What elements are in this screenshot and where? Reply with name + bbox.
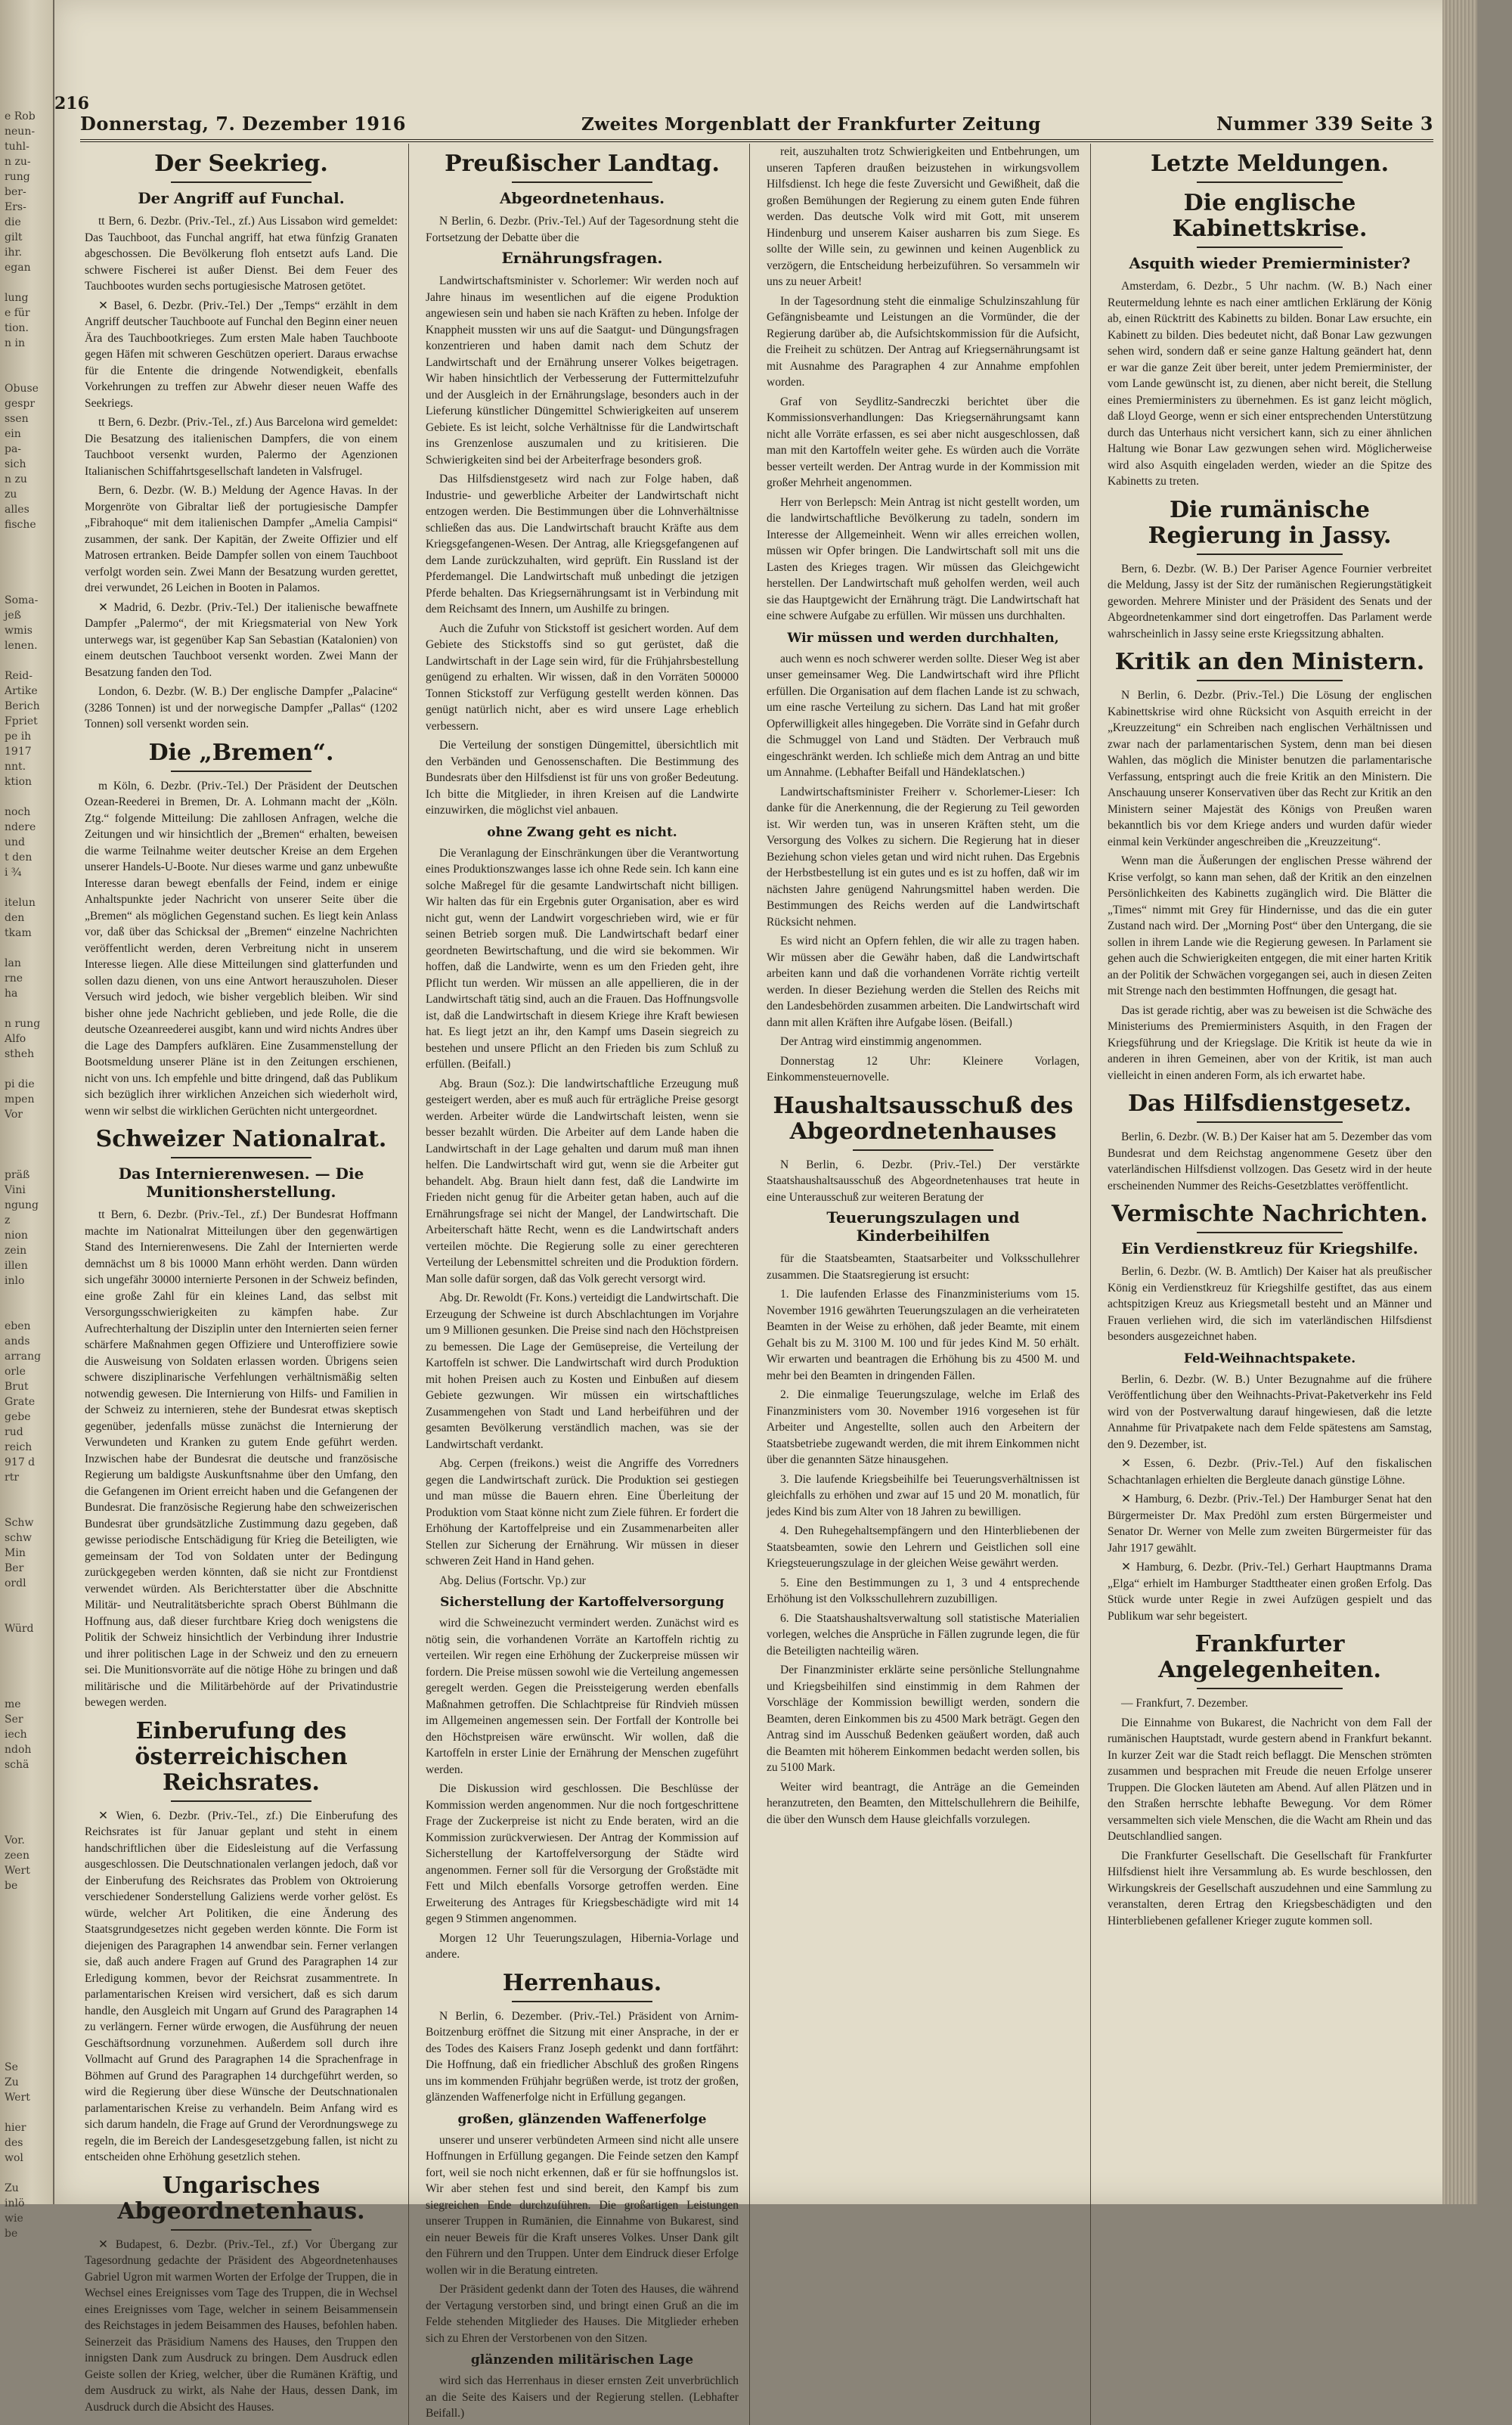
article-paragraph: Amsterdam, 6. Dezbr., 5 Uhr nachm. (W. B.) Nach einer Reutermeldung lehnte es nach einer amtlichen Erklärung der König ab, einen Rücktritt des Kabinetts zu bilden. Bonar Law ersuchte, ein Kabinett zu bilden. Dies bedeutet nicht, daß Bonar Law gezwungen sehen wird, sondern daß er seine ganze Haltung geändert hat, denn er war die ganze Zeit über bereit, unter jedem Premierminister, der vom Lande gewünscht ist, zu dienen, aber nicht bereit, die Stellung eines Premierministers zu übernehmen. Es ist ganz leicht möglich, daß Lloyd George, wenn er sich einer entsprechenden Unterstützung durch das Unterhaus nicht versichert kann, sich zu einer ähnlichen Haltung wie Bonar Law gezwungen sehen wird. Möglicherweise wird also Asquith eingeladen werden, wieder an die Spitze des Kabinetts zu treten. (1108, 280, 1432, 488)
left-page-line (5, 48, 50, 64)
left-page-number: 216 (54, 94, 89, 113)
left-page-line: ha (5, 988, 18, 1000)
section-headline: Das Hilfsdienstgesetz. (1127, 1090, 1412, 1117)
article-paragraph: Wenn man die Äußerungen der englischen Presse während der Krise verfolgt, so kann man sehen, daß der Kritik an den einzelnen Persönlichkeiten des Kabinetts zugänglich wird. Die Blätter die „Times“ nimmt mit Grey für Hindernisse, und das die ein guter Zustand nach wird. Der „Morning Post“ über den Untergang, die sie sollen in ihrem Lande wie die Regierung gewesen. In Parlament sie gehen auch die Schwierigkeiten entgegen, die mit einer harten Kritik an der Politik der Schwächen vorgegangen sei, auch in diesen Zeiten mit Strenge nach den bestimmten Hoffnungen, die gesagt hat. (1108, 854, 1432, 997)
article-columns (85, 144, 1432, 2420)
headline-rule (1197, 1232, 1343, 1233)
left-page-line: gilt (5, 231, 23, 243)
headline-rule (1197, 1688, 1343, 1689)
left-page-line: Alfo (5, 1033, 26, 1045)
left-page-line: noch (5, 806, 31, 818)
left-page-line: Vor (5, 1109, 23, 1121)
section-headline: Frankfurter Angelegenheiten. (1157, 1631, 1381, 1683)
section-headline: Preußischer Landtag. (445, 150, 720, 177)
left-page-line: Reid- (5, 670, 33, 682)
left-page-line: arrang (5, 1350, 42, 1363)
left-page-line: Vini (5, 1184, 26, 1196)
headline-rule (512, 2001, 652, 2002)
article-paragraph: Die Verteilung der sonstigen Düngemittel, übersichtlich mit den Verbänden und Genossenschaften. Die Bestimmung des Bundesrats über den Hilfsdienst ist für uns von großer Bedeutung. Ich bitte die Mitglieder, in ihren Kreisen auf die Landwirte einzuwirken, die möglichst viel anbauen. (426, 739, 739, 817)
section-subheadline: Abgeordnetenhaus. (499, 189, 665, 207)
article-paragraph: Der Antrag wird einstimmig angenommen. (780, 1035, 982, 1048)
section-headline: Einberufung des österreichischen Reichsrates. (135, 1717, 348, 1796)
left-page-line: n zu- (5, 156, 31, 168)
left-page-line: schw (5, 1532, 33, 1544)
left-page-line: nion (5, 1230, 28, 1242)
left-page-line: pa- (5, 443, 22, 455)
left-page-line: rne (5, 972, 23, 985)
article-paragraph: 6. Die Staatshaushaltsverwaltung soll statistische Materialien vorlegen, welches die Ansprüche in Fällen zugrunde legen, die für die Beteiligten nachteilig wären. (767, 1611, 1080, 1657)
left-page-line: tion. (5, 322, 29, 334)
left-page-line: illen (5, 1260, 28, 1272)
article-paragraph: N Berlin, 6. Dezember. (Priv.-Tel.) Präsident von Arnim-Boitzenburg eröffnet die Sitzung mit einer Ansprache, in der er des Todes des Kaisers Franz Joseph gedenkt und dann fortfährt: Die Hoffnung, daß ein friedlicher Abschluß des großen Ringens uns im kommenden Frühjahr begrüßen werde, ist trotz der großen, glänzenden Waffenerfolge nicht in Erfüllung gegangen. (426, 2009, 739, 2104)
left-page-line: t den (5, 851, 33, 864)
left-page-line (5, 1818, 50, 1833)
left-page-line: schä (5, 1759, 29, 1771)
left-page-line: zu (5, 488, 17, 501)
section-subheadline: Teuerungszulagen und Kinderbeihilfen (826, 1208, 1020, 1245)
left-page-line: ordl (5, 1577, 26, 1589)
left-page-line: jeß (5, 609, 21, 622)
article-paragraph: Morgen 12 Uhr Teuerungszulagen, Hibernia-Vorlage und andere. (426, 1931, 739, 1961)
left-page-line (5, 1651, 50, 1667)
left-page-line (5, 2045, 50, 2060)
left-page-line (5, 1969, 50, 1984)
left-page-line: lan (5, 957, 21, 969)
left-page-line: alles (5, 504, 29, 516)
left-page-line: den (5, 912, 25, 924)
article-paragraph: auch wenn es noch schwerer werden sollte. Dieser Weg ist aber unser gemeinsamer Weg. Die Landwirtschaft wird ihre Pflicht erfüllen. Die Organisation auf dem flachen Lande ist zu schwach, um eine rasche Verteilung zu sichern. Das Land hat mit großer Opferwilligkeit alles hingegeben. Die Vorräte sind in Gefahr durch die Schmuggel von Land und Städten. Der Verbrauch muß eingeschränkt werden. Ich schließe mich dem Antrag an und bitte um Annahme. (Lebhafter Beifall und Händeklatschen.) (767, 652, 1080, 779)
article-paragraph: wird sich das Herrenhaus in dieser ernsten Zeit unverbrüchlich an die Seite des Kaisers und der Regierung stellen. (Lebhafter Beifall.) (426, 2374, 739, 2420)
left-page-line (5, 653, 50, 668)
article-paragraph: Berlin, 6. Dezbr. (W. B. Amtlich) Der Kaiser hat als preußischer König ein Verdienstkreuz für Kriegshilfe gestiftet, das aus einem achtspitzigen Kreuz aus Kriegsmetall besteht und an Männer und Frauen verliehen wird, die sich im vaterländischen Hilfsdienst besonders ausgezeichnet haben. (1108, 1265, 1432, 1343)
article-paragraph: Die Veranlagung der Einschränkungen über die Verantwortung eines Produktionszwanges lasse ich ohne Rede sein. Ich kann eine solche Maßregel für die gesamte Landwirtschaft nicht billigen. Wir halten das für ein Ergebnis guter Organisation, aber es wird nicht gut, wenn der Landwirt vorgeschrieben wird, wie er für seinen Betrieb sorgen muß. Die Landwirtschaft bedarf einer geordneten Bewirtschaftung, und die wird sie bekommen. Wir hoffen, daß die Landwirte, wenn es um den Frieden geht, ihre Pflicht tun werden. Wir müssen an alle appellieren, die in der Landwirtschaft tätig sind, auch an die Frauen. Das Hoffnungsvolle ist, daß die Landwirtschaft in diesem Kriege ihre Kraft bewiesen hat. Es liegt jetzt an ihr, den Kampf ums Dasein siegreich zu bestehen und unsere Pflicht an den Frieden bis zum Schluß zu erfüllen. (Beifall.) (426, 846, 739, 1071)
left-page-line: ngung (5, 1199, 39, 1211)
inline-subhead: Feld-Weihnachtspakete. (1183, 1350, 1356, 1366)
left-page-line: die (5, 216, 21, 228)
left-page-line (5, 1924, 50, 1939)
left-page-line: Schw (5, 1517, 34, 1529)
headline-rule (1197, 247, 1343, 248)
section-headline: Die englische Kabinettskrise. (1172, 190, 1368, 242)
left-page-line (5, 351, 50, 366)
left-page-line: eben (5, 1320, 31, 1332)
left-page-line: be (5, 1880, 18, 1892)
inline-subhead: glänzenden militärischen Lage (470, 2352, 694, 2368)
left-page-line: z (5, 1214, 11, 1226)
left-page-line: lenen. (5, 640, 38, 652)
left-page-line (5, 1788, 50, 1803)
article-paragraph: N Berlin, 6. Dezbr. (Priv.-Tel.) Der verstärkte Staatshaushaltsausschuß des Abgeordnetenhauses trat heute in eine Unterausschuß zur weiteren Beratung der (767, 1158, 1080, 1204)
section-headline: Letzte Meldungen. (1150, 150, 1390, 177)
left-page-line (5, 18, 50, 33)
left-page-line (5, 563, 50, 578)
left-page-line: egan (5, 262, 31, 274)
headline-rule (171, 1157, 311, 1158)
left-page-line (5, 79, 50, 94)
article-paragraph: ✕ Budapest, 6. Dezbr. (Priv.-Tel., zf.) Vor Übergang zur Tagesordnung gedachte der Präsident des Abgeordnetenhauses Gabriel Ugron mit warmen Worten der Erfolge der Truppen, die in Wechsel eines Ereignisses vom Tage des Truppen, die in Wechsel eines Ereignisses vom Tage, welcher in seinem Beisammensein des Reichstages in jedem Beisammen des Hauses, befohlen haben. Seinerzeit das Präsidium Namens des Hauses, den Truppen den innigsten Dank zum Ausdruck zu bringen. Dem Ausdruck edlen Geiste sollen der Krieg, welcher, über die Rumänen Kräftig, und dem Ausdruck zu wirkt, als Nahe der Haus, dessen Dank, im Ausdruck durch die Absicht des Hauses. (85, 2237, 398, 2414)
article-paragraph: Landwirtschaftsminister Freiherr v. Schorlemer-Lieser: Ich danke für die Anerkennung, die der Regierung zu Teil geworden ist. Wir werden tun, was in unseren Kräften steht, um die Versorgung des Volkes zu sichern. Die Regierung hat in dieser Beziehung schon vieles getan und wird nicht ruhen. Das Ergebnis der Herbstbestellung ist ein gutes und es ist zu hoffen, daß wir im nächsten Jahre genügend Nahrungsmittel haben werden. Die Bestimmungen des Reichs werden auf die Landwirtschaft Rücksicht nehmen. (767, 785, 1080, 929)
left-page-line (5, 1500, 50, 1515)
left-page-line: n zu (5, 473, 27, 485)
left-page-line: Zu (5, 2182, 19, 2194)
left-page-line (5, 1893, 50, 1909)
article-paragraph: London, 6. Dezbr. (W. B.) Der englische Dampfer „Palacine“ (3286 Tonnen) ist und der norwegische Dampfer „Pallas“ (1202 Tonnen) soll versenkt worden sein. (85, 685, 398, 730)
left-page-line: ber- (5, 186, 26, 198)
left-page-line (5, 1954, 50, 1969)
left-page-line: Ers- (5, 201, 26, 213)
left-page-line: und (5, 836, 25, 848)
left-page-line: rud (5, 1426, 23, 1438)
left-page-line (5, 2014, 50, 2030)
left-page-line: Berich (5, 700, 40, 712)
article-paragraph: Landwirtschaftsminister v. Schorlemer: Wir werden noch auf Jahre hinaus im wesentlichen auf die eigene Produktion angewiesen sein und haben sie nach Kräften zu heben. Infolge der Knappheit mussten wir uns auf die Saatgut- und Düngungsfragen konzentrieren und haben damit nach dem Schutz der Landwirtschaft und der Ernährung unserer Volkes beigetragen. Wir haben hinsichtlich der Verbesserung der Futtermittelzufuhr und der Ausgleich in der Ernährungslage, besonders auch in der Lieferung künstlicher Düngemittel Schwierigkeiten auf unserem Gebiete. Es ist leicht, solche Verhältnisse für die Landwirtschaft ins Grenzenlose auszumalen und zu kritisieren. Die Schwierigkeiten sind bei der Arbeiterfrage besonders groß. (426, 274, 739, 467)
left-page-line: gespr (5, 398, 36, 410)
section-headline: Haushaltsausschuß des Abgeordnetenhauses (773, 1092, 1074, 1145)
headline-rule (171, 771, 311, 772)
left-page-line: zein (5, 1245, 27, 1257)
article-paragraph: Der Finanzminister erklärte seine persönliche Stellungnahme und Kriegsbeihilfen sind einstimmig in dem Rahmen der Vorschläge der Kommission bewilligt werden, sondern die Beamten, deren Einkommen bis zu 4500 Mark beträgt. Gegen den Antrag sind im Ausschuß Bedenken geäußert worden, daß auch die Beamten mit höherem Einkommen bedacht werden sollen, bis zu 5100 Mark. (767, 1664, 1080, 1774)
left-page-line: Vor. (5, 1834, 25, 1847)
article-paragraph: reit, auszuhalten trotz Schwierigkeiten und Entbehrungen, um unseren Tapferen draußen beizustehen in wirkungsvollem Hilfsdienst. Ich hege die feste Zuversicht und Gewißheit, daß die großen Bemühungen der Regierung zu einem guten Ende führen werden. Das deutsche Volk wird mit Gott, mit unserem Hindenburg und unserem Kaiser ausharren bis zum Siege. Es sollte der Wille sein, zu gewinnen und keinen Augenblick zu verzögern, die Entscheidung herbeizuführen. So versammeln wir uns zu neuer Arbeit! (767, 145, 1080, 288)
left-page-line: fische (5, 519, 36, 531)
article-paragraph: 2. Die einmalige Teuerungszulage, welche im Erlaß des Finanzministers vom 30. November 1916 vorgesehen ist für Arbeiter und Angestellte, sollen auch den Arbeitern der Staatsbetriebe zugewandt werden, die mit ihrem Einkommen nicht über die genannten Sätze hinausgehen. (767, 1388, 1080, 1466)
masthead (80, 89, 1433, 142)
left-page-line: Würd (5, 1623, 34, 1635)
headline-rule (1197, 554, 1343, 555)
section-subheadline: Das Internierenwesen. — Die Munitionsherstellung. (118, 1164, 364, 1201)
section-headline: Schweizer Nationalrat. (95, 1126, 387, 1152)
article-paragraph: ✕ Madrid, 6. Dezbr. (Priv.-Tel.) Der italienische bewaffnete Dampfer „Palermo“, der mit Kriegsmaterial von New York unterwegs war, ist gegenüber Kap San Sebastian (Katalonien) von einem deutschen Tauchboot versenkt worden. Zwei Mann der Besatzung fanden den Tod. (85, 600, 398, 679)
left-page-line: Obuse (5, 383, 39, 395)
left-page-line: inlo (5, 1275, 25, 1287)
left-page-line (5, 1772, 50, 1788)
headline-rule (1197, 1121, 1343, 1123)
left-page-line (5, 941, 50, 956)
left-page-line (5, 275, 50, 290)
article-paragraph: — Frankfurt, 7. Dezember. (1121, 1697, 1248, 1710)
section-headline: Kritik an den Ministern. (1114, 649, 1425, 675)
left-page-line: tuhl- (5, 141, 29, 153)
left-page-line (5, 64, 50, 79)
article-paragraph: Abg. Delius (Fortschr. Vp.) zur (439, 1574, 586, 1587)
left-page-line (5, 1591, 50, 1606)
article-paragraph: 5. Eine den Bestimmungen zu 1, 3 und 4 entsprechende Erhöhung ist den Volksschullehrern zuzubilligen. (767, 1576, 1080, 1605)
left-page-line (5, 1939, 50, 1954)
article-paragraph: tt Bern, 6. Dezbr. (Priv.-Tel., zf.) Aus Barcelona wird gemeldet: Die Besatzung des italienischen Dampfers, die von einem Tauchboot versenkt wurden, Palermo der Agenzionen Italianischen Schiffahrtsgesellschaft landeten in Valsfrugel. (85, 416, 398, 478)
left-page-line (5, 1122, 50, 1137)
article-paragraph: Es wird nicht an Opfern fehlen, die wir alle zu tragen haben. Wir müssen aber die Gewähr haben, daß die Landwirtschaft arbeiten kann und daß die vorhandenen Vorräte richtig verteilt werden. In dieser Beziehung werden die Stellen des Reichs mit den Landesbehörden zusammen arbeiten. Die Landwirtschaft wird dann mit allen Kräften ihre Aufgabe lösen. (Beifall.) (767, 935, 1080, 1029)
left-page-line (5, 2166, 50, 2181)
article-paragraph: tt Bern, 6. Dezbr. (Priv.-Tel., zf.) Aus Lissabon wird gemeldet: Das Tauchboot, das Funchal angriff, hat etwa fünfzig Granaten abgeschossen. Die Bevölkerung floh entsetzt aufs Land. Die schwere Fischerei ist außer Dienst. Bei dem Feuer des Tauchbootes wurden sechs portugiesische Matrosen getötet. (85, 215, 398, 293)
left-page-line: itelun (5, 897, 36, 909)
left-page-line: nnt. (5, 761, 26, 773)
left-page-line: orle (5, 1366, 26, 1378)
left-page-line: tkam (5, 927, 32, 939)
article-paragraph: Der Präsident gedenkt dann der Toten des Hauses, die während der Vertagung verstorben sind, und bringt einen Gruß an die im Felde stehenden Mitglieder des Hauses. Die Mitglieder erheben sich zu Ehren der Verstorbenen von den Sitzen. (426, 2283, 739, 2345)
masthead-page-number: Nummer 339 Seite 3 (1216, 113, 1433, 135)
headline-rule (171, 1800, 311, 1802)
left-page-line (5, 1152, 50, 1168)
article-paragraph: In der Tagesordnung steht die einmalige Schulzinszahlung für Gefängnisbeamte und Leistungen an die Vormünder, die der Regierung darüber ab, die Aufsichtskommission für die Aufsicht, die Freiheit zu schützen. Der Antrag auf Kriegsernährungsamt ist mit Ausnahme des Paragraphen 4 zur Annahme empfohlen worden. (767, 294, 1080, 389)
section-headline: Die „Bremen“. (148, 739, 334, 766)
article-paragraph: N Berlin, 6. Dezbr. (Priv.-Tel.) Auf der Tagesordnung steht die Fortsetzung der Debatte über die (426, 215, 739, 244)
column-4 (1108, 144, 1432, 2425)
article-paragraph: 4. Den Ruhegehaltsempfängern und den Hinterbliebenen der Staatsbeamten, sowie den Lehrern und Geistlichen soll eine Kriegsteuerungszulage in der gleichen Weise gewährt werden. (767, 1524, 1080, 1570)
article-paragraph: tt Bern, 6. Dezbr. (Priv.-Tel., zf.) Der Bundesrat Hoffmann machte im Nationalrat Mitteilungen über den gegenwärtigen Stand des Internierenwesens. Die Zahl der Internierten werde demnächst um 8 bis 10000 Mann erhöht werden. Dann würden sich ungefähr 30000 internierte Personen in der Schweiz befinden, eine große Zahl für ein kleines Land, das selbst mit Versorgungsschwierigkeiten zu kämpfen habe. Zur Aufrechterhaltung der Disziplin unter den Internierten seien ferner schärfere Maßnahmen gegen Offiziere und Unteroffiziere sowie die Ausweisung von Soldaten erlassen worden. Übrigens seien schwere disziplinarische Verfehlungen verhältnismäßig selten notwendig gewesen. Die Internierung von Hilfs- und Familien in der Schweiz zu internieren, stehe der Bundesrat etwas skeptisch gegenüber, jedenfalls müsse zunächst die Internierung der Verwundeten und Kranken zu gutem Ende geführt werden. Inzwischen habe der Bundesrat die deutsche und französische Regierung um baldigste Auskunftsnahme über den Umfang, den die Gefangenen im Orient erreicht haben und die Gefangenen der Bundesrat. Die französische Regierung habe den schweizerischen Bundesrat über grundsätzliche Zustimmung dazu gegeben, daß gewisse periodische Entschädigung für Krieg die Beteiligten, wie gemeinsam der Tod von Soldaten unter der Bedingung zurückgegeben werden könnten, daß sie nicht zur Frontdienst verwendet würden. Als Berichterstatter über die Abschnitte Militär- und Neutralitätsberichte sprach Oberst Bühlmann die Hoffnung aus, daß dieser furchtbare Krieg doch wenigstens die Politik der Schweiz hinsichtlich der Verbindung ihrer Industrie und ihrer politischen Lage in der Schweiz und den zu erneuern sei. Die Munitionsvorräte auf die nötige Höhe zu bringen und daß militärische und die Militärbehörde auf der Privatindustrie bewegen werden. (85, 1208, 398, 1709)
article-paragraph: Abg. Cerpen (freikons.) weist die Angriffe des Vorredners gegen die Landwirtschaft zurück. Die Produktion sei gestiegen und man müsse die Bauern ehren. Eine Überleitung der Produktion vom Staat könne nicht zum Ziele führen. Er fordert die Erhöhung der Kartoffelpreise und ein Zusammenarbeiten aller Stellen zur Sicherung der Ernährung. Wir müssen in dieser schweren Zeit Hand in Hand gehen. (426, 1457, 739, 1568)
section-headline: Ungarisches Abgeordnetenhaus. (117, 2172, 365, 2225)
article-paragraph: 3. Die laufende Kriegsbeihilfe bei Teuerungsverhältnissen ist gleichfalls zu erhöhen und zwar auf 15 und 20 M. monatlich, für jedes Kind bis zum Alter von 18 Jahren zu bewilligen. (767, 1472, 1080, 1518)
article-paragraph: unserer und unserer verbündeten Armeen sind nicht alle unsere Hoffnungen in Erfüllung gegangen. Die Feinde setzen den Kampf fort, weil sie noch nicht erkennen, daß er für sie hoffnungslos ist. Wir aber stehen fest und sind bereit, den Kampf bis zum siegreichen Ende durchzuführen. Die großartigen Leistungen unserer Truppen in Rumänien, die Einnahme von Bukarest, sind ein neuer Beweis für die Kraft unseres Volkes. Unser Dank gilt den Führern und den Truppen. Unter dem Eindruck dieser Erfolge wollen wir in die Beratung eintreten. (426, 2133, 739, 2277)
left-page-line (5, 366, 50, 381)
section-subheadline: Ernährungsfragen. (501, 249, 663, 267)
left-page-line: iech (5, 1729, 27, 1741)
article-paragraph: ✕ Essen, 6. Dezbr. (Priv.-Tel.) Auf den fiskalischen Schachtanlagen erhielten die Bergleute danach günstige Löhne. (1108, 1457, 1432, 1487)
left-page-line: ssen (5, 413, 29, 425)
left-page-line: wie (5, 2213, 23, 2225)
left-page-line (5, 2030, 50, 2045)
left-page-line: Soma- (5, 594, 39, 606)
column-1 (85, 144, 409, 2425)
left-page-line: sich (5, 458, 26, 470)
left-page-line: Ber (5, 1562, 24, 1574)
left-page-line: des (5, 2137, 23, 2149)
left-page-line: Se (5, 2061, 18, 2073)
left-page-line: Fpriet (5, 715, 38, 727)
article-paragraph: Berlin, 6. Dezbr. (W. B.) Unter Bezugnahme auf die frühere Veröffentlichung über den Weihnachts-Privat-Paketverkehr ins Feld wird von der Postverwaltung darauf hingewiesen, daß die letzte Annahme für Privatpakete nach dem Felde spätestens am Samstag, den 9. Dezember, ist. (1108, 1372, 1432, 1451)
left-page-line (5, 1304, 50, 1319)
section-headline: Vermischte Nachrichten. (1111, 1201, 1428, 1227)
left-page-line: Zu (5, 2076, 19, 2089)
article-paragraph: ✕ Hamburg, 6. Dezbr. (Priv.-Tel.) Gerhart Hauptmanns Drama „Elga“ erhielt im Hamburger Stadttheater einen großen Erfolg. Das Stück wurde unter Regie in zwei Aufzügen gespielt und das Publikum war sehr begeistert. (1108, 1561, 1432, 1623)
section-subheadline: Asquith wieder Premierminister? (1129, 254, 1411, 272)
left-page-line: e für (5, 307, 30, 319)
section-headline: Herrenhaus. (502, 1969, 662, 1996)
left-page-line: gebe (5, 1411, 31, 1423)
left-page-line (5, 789, 50, 805)
left-page-line (5, 1137, 50, 1152)
article-paragraph: Bern, 6. Dezbr. (W. B.) Der Pariser Agence Fournier verbreitet die Meldung, Jassy ist der Sitz der rumänischen Regierungstätigkeit geworden. Mehrere Minister und der Präsident des Senats und der Abgeordnetenkammer sind dort eingetroffen. Das Parlament werde wahrscheinlich in Jassy seine erste Kriegssitzung abhalten. (1108, 562, 1432, 640)
left-page-line: ands (5, 1335, 30, 1347)
masthead-title: Zweites Morgenblatt der Frankfurter Zeitung (581, 114, 1041, 135)
article-paragraph: wird die Schweinezucht vermindert werden. Zunächst wird es nötig sein, die vorhandenen Vorräte an Kartoffeln richtig zu verteilen. Wir regen eine Erhöhung der Zuckerpreise müssen wir fordern. Die Preise müssen sowohl wie die Verteilung angemessen geregelt werden. Gegen die Preissteigerung werden ebenfalls Maßnahmen getroffen. Die Schlachtpreise für Rindvieh müssen im Allgemeinen angemessen sein. Der Fortfall der Kontrolle bei den Höchstpreisen wäre erwünscht. Wir wollen, daß die Kartoffeln in erster Linie der Ernährung der Menschen zugeführt werden. (426, 1617, 739, 1776)
section-subheadline: Ein Verdienstkreuz für Kriegshilfe. (1121, 1239, 1418, 1257)
left-page-line: Grate (5, 1396, 36, 1408)
headline-rule (512, 181, 652, 183)
newspaper-page (54, 0, 1477, 2420)
left-page-line (5, 532, 50, 547)
left-page-line: 917 d (5, 1456, 36, 1468)
headline-rule (171, 181, 311, 183)
left-page-line: ndere (5, 821, 36, 833)
left-page-line (5, 94, 50, 109)
left-page-line: ndoh (5, 1744, 32, 1756)
article-paragraph: Herr von Berlepsch: Mein Antrag ist nicht gestellt worden, um die landwirtschaftliche Bevölkerung zu tadeln, sondern im Interesse der Allgemeinheit. Wenn wir alles erreichen wollen, müssen wir Opfer bringen. Die Landwirtschaft soll mit uns die Lasten des Krieges tragen. Wir müssen das Gleichgewicht herstellen. Der Landwirtschaft muß geholfen werden, weil auch sie das Hauptgewicht der Ernährung trägt. Die Landwirtschaft hat eine schwere Aufgabe zu erfüllen. Wir müssen uns durchhalten. (767, 495, 1080, 622)
article-paragraph: Berlin, 6. Dezbr. (W. B.) Der Kaiser hat am 5. Dezember das vom Bundesrat und dem Reichstag angenommene Gesetz über den vaterländischen Hilfsdienst vollzogen. Das Gesetz wird in der heute erscheinenden Nummer des Reichs-Gesetzblattes veröffentlicht. (1108, 1130, 1432, 1192)
left-page-line: ktion (5, 776, 33, 788)
article-paragraph: Graf von Seydlitz-Sandreczki berichtet über die Kommissionsverhandlungen: Das Kriegsernährungsamt kann nicht alle Vorräte erfassen, es sei aber nicht ausgeschlossen, daß man mit den Kartoffeln weiter gehe. Es würden auch die Vorräte besser verteilt werden. Der Antrag wurde in der Kommission mit großer Mehrheit angenommen. (767, 395, 1080, 489)
left-page-line (5, 33, 50, 48)
left-page-line: Wert (5, 1865, 30, 1877)
article-paragraph: für die Staatsbeamten, Staatsarbeiter und Volksschullehrer zusammen. Die Staatsregierung ist ersucht: (767, 1252, 1080, 1282)
left-page-line: rung (5, 171, 30, 183)
left-page-fragment (0, 0, 54, 2240)
article-paragraph: ✕ Wien, 6. Dezbr. (Priv.-Tel., zf.) Die Einberufung des Reichsrates ist für Januar geplant und steht in einem handschriftlichen über die Eidesleistung auf die Verfassung ausgeschlossen. Die Deutschnationalen verlangen jedoch, daß vor der Einberufung des Reichsrates das Problem von Oktroierung verschiedener Sonderstellung Galiziens werde vorher gelöst. Es würde, welcher Art Politiken, die eine Änderung des Staatsgrundgesetzes nicht gegeben werden könnte. Die Form ist diejenigen des Paragraphen 14 anwendbar sein. Ferner verlangen sie, daß auch andere Fragen auf Grund des Paragraphen 14 zur Erledigung kommen, bevor der Reichsrat zusammentrete. In parlamentarischen Kreisen wird versichert, daß es sich darum handle, den Ausgleich mit Ungarn auf Grund des Paragraphen 14 zu verlängern. Ferner würde erwogen, die Ausführung der neuen Geschäftsordnung vorzunehmen. Außerdem soll durch ihre Vollmacht auf Grund des Paragraphen 14 die Sprachenfrage in Böhmen auf Grund des Paragraphen 14 durchgeführt werden, so wird die Regierung über diese Wünsche der Deutschnationalen parlamentarischen Kreise zu verhandeln. Beim Anfang wird es sich darum handeln, die Frage auf Grund der Verordnungswege zu regeln, die im Bereich der Landesgesetzgebung fallen, ist nicht zu entscheiden ohne Erhöhung gesetzlich stehen. (85, 1809, 398, 2163)
headline-rule (1197, 181, 1343, 183)
article-paragraph: Das ist gerade richtig, aber was zu beweisen ist die Schwäche des Ministeriums des Premierministers Asquith, in den Fragen der Kriegsführung und der Kriegslage. Die Kritik ist heute da wie in anderen in ihren Gemeinen, aber von der Kritik, ist man auch vielleicht in einen anderen Form, als ich erwartet habe. (1108, 1003, 1432, 1082)
article-paragraph: Die Diskussion wird geschlossen. Die Beschlüsse der Kommission werden angenommen. Nur die noch fortgeschrittene Frage der Zuckerpreise ist nicht zu Ende beraten, wird an die Kommission zurückverwiesen. Der Antrag der Kommission auf Sicherstellung der Kartoffelversorgung der Städte wird angenommen. Ferner soll für die Versorgung der Großstädte mit Fett und Milch ebenfalls Vorsorge getroffen werden. Eine Erweiterung des Antrages für Kriegsbeschädigte wird mit 14 gegen 9 Stimmen angenommen. (426, 1782, 739, 1925)
left-page-line (5, 1001, 50, 1016)
left-page-line (5, 547, 50, 563)
left-page-line (5, 1606, 50, 1621)
article-paragraph: Auch die Zufuhr von Stickstoff ist gesichert worden. Auf dem Gebiete des Stickstoffs sind so gut gerüstet, daß die Landwirtschaft in der Lage sein wird, für die Frühjahrsbestellung genügend zu erhalten. Wir wissen, daß in den Vorräten 500000 Tonnen Stickstoff zur Verfügung gestellt werden können. Das genügt natürlich nicht, aber es wird unsere Lage erheblich verbessern. (426, 622, 739, 733)
left-page-line (5, 1667, 50, 1682)
left-page-line: präß (5, 1169, 30, 1181)
article-paragraph: ✕ Hamburg, 6. Dezbr. (Priv.-Tel.) Der Hamburger Senat hat den Bürgermeister Dr. Max Predöhl zum ersten Bürgermeister und Senator Dr. Werner von Melle zum zweiten Bürgermeister für das Jahr 1917 gewählt. (1108, 1493, 1432, 1555)
left-page-line: rtr (5, 1471, 20, 1484)
left-page-line (5, 3, 50, 18)
left-page-line: wmis (5, 625, 33, 637)
left-page-line: mpen (5, 1093, 35, 1106)
left-page-line (5, 1803, 50, 1818)
headline-rule (1197, 680, 1343, 681)
left-page-line (5, 1485, 50, 1500)
left-page-line: Ser (5, 1713, 23, 1726)
article-paragraph: Abg. Braun (Soz.): Die landwirtschaftliche Erzeugung muß gesteigert werden, aber es muß auch für erträgliche Preise gesorgt werden. Arbeiter würde die Landwirtschaft leisten, wenn sie besser bezahlt würden. Die Arbeiter auf dem Lande haben die Landwirtschaft in der Lage gehalten und darum muß man ihnen helfen. Die Landwirtschaft wird gut, wenn sie die Arbeiter gut behandelt. Abg. Braun hielt dann fest, daß die Landwirte im Frieden nicht genug für die Arbeiter getan haben, auch auf die Ernährungsfrage sei nicht der Mangel, der Landwirtschaft. Die Arbeiterschaft hätte Recht, wenn es die Landwirtschaft anders verteilen möchte. Die Regierung solle zu einer gerechteren Verteilung der Lebensmittel schreiten und die Produktion fördern. Man solle dafür sorgen, daß das Volk gerecht versorgt wird. (426, 1077, 739, 1285)
article-paragraph: Weiter wird beantragt, die Anträge an die Gemeinden heranzutreten, den Beamten, den Mittelschullehrern die Beihilfe, die über den Wunsch dem Hause gleichfalls vorzulegen. (767, 1780, 1080, 1826)
left-page-line: reich (5, 1441, 33, 1453)
left-page-line: n rung (5, 1018, 41, 1030)
article-paragraph: m Köln, 6. Dezbr. (Priv.-Tel.) Der Präsident der Deutschen Ozean-Reederei in Bremen, Dr. A. Lohmann macht der „Köln. Ztg.“ folgende Mitteilung: Die zahllosen Anfragen, welche die Zeitungen und wir hinsichtlich der „Bremen“ erhalten, beweisen die warme Teilnahme weiter deutscher Kreise an dem Ergehen unserer Handels-U-Boote. Nur dieses warme und ganz unbewußte Interesse daran bewegt ebenfalls der Feind, indem er einige Anhaltspunkte jeder Nachricht von unserer Seite über die „Bremen“ als möglichen Gegenstand suchen. Es liegt kein Anlass vor, daß über das Schicksal der „Bremen“ einzelne Nachrichten veröffentlicht werden, deren Verbreitung nicht in unserem Interesse liegen. Alle diese Mitteilungen sind glatterfunden und sollen dazu dienen, von uns eine Antwort herauszuholen. Dieser Versuch wird jedoch, wie bisher vergeblich bleiben. Wir sind bisher ohne jede Nachricht geblieben, und jede Rolle, die die deutsche Ozeanreederei ausgibt, kann und wird nichts Andres über die Lage des Dampfers aufklären. Eine Zusammenstellung der Bootsmeldung unserer Pläne ist in den Zeitungen erschienen, nicht von uns. Ich empfehle und bitte dringend, daß das Publikum sich bezüglich ihrer wirklichen Anzeichen sich wiederholt wird, wenn wir selbst die wirklichen Gerüchten nicht untergeordnet. (85, 779, 398, 1118)
left-page-line: ein (5, 428, 21, 440)
left-page-line (5, 1909, 50, 1924)
section-headline: Der Seekrieg. (154, 150, 328, 177)
section-headline: Die rumänische Regierung in Jassy. (1148, 496, 1392, 549)
inline-subhead: ohne Zwang geht es nicht. (487, 824, 677, 840)
headline-rule (171, 2229, 311, 2231)
left-page-line: neun- (5, 126, 36, 138)
article-paragraph: 1. Die laufenden Erlasse des Finanzministeriums vom 15. November 1916 gewährten Teuerungszulagen an die verheirateten Beamten in der Weise zu erhöhen, daß jeder Beamte, mit einem Gehalt bis zu M. 3100 M. 100 und für jedes Kind M. 50 erhält. Wir erwarten und beantragen die Erhöhung bis zu 4500 M. und mehr bei den Beamten in dringenden Fällen. (767, 1288, 1080, 1382)
left-page-line (5, 578, 50, 593)
left-page-line: n in (5, 337, 25, 349)
left-page-line (5, 2105, 50, 2120)
left-page-line (5, 1062, 50, 1077)
left-page-line: e Rob (5, 110, 36, 122)
left-page-line (5, 1999, 50, 2014)
left-page-line: Wert (5, 2092, 30, 2104)
inline-subhead: Wir müssen und werden durchhalten, (787, 630, 1059, 646)
left-page-line: i ¾ (5, 867, 22, 879)
article-paragraph: Die Frankfurter Gesellschaft. Die Gesellschaft für Frankfurter Hilfsdienst hielt ihre Versammlung ab. Es wurde beschlossen, den Wirkungskreis der Gesellschaft auszudehnen und eine Sammlung zu veranstalten, deren Ertrag den Kriegsbeschädigten und den Hinterbliebenen gefallener Krieger zugute kommen soll. (1108, 1849, 1432, 1927)
left-page-text (0, 0, 53, 2240)
left-page-line (5, 1288, 50, 1304)
left-page-line: Min (5, 1547, 26, 1559)
article-paragraph: Das Hilfsdienstgesetz wird nach zur Folge haben, daß Industrie- und gewerbliche Arbeiter der Landwirtschaft nicht entzogen werden. Die Bestimmungen über die Lohnverhältnisse schließen das aus. Die Landwirtschaft braucht Kräfte aus dem Kriegsgefangenen-Wesen. Der Antrag, alle Kriegsgefangenen auf dem Lande zurückzuhalten, wird geprüft. Ein Russland ist der Pferdemangel. Die Landwirtschaft muß unbedingt die jetzigen Pferde behalten. Das Kriegsernährungsamt ist in Verbindung mit dem Reichsamt des Innern, um Aushilfe zu bringen. (426, 473, 739, 616)
left-page-line: zeen (5, 1850, 29, 1862)
section-subheadline: Der Angriff auf Funchal. (138, 189, 345, 207)
left-page-line: lung (5, 292, 29, 304)
column-3 (767, 144, 1091, 2425)
left-page-line: me (5, 1698, 21, 1710)
inline-subhead: Sicherstellung der Kartoffelversorgung (440, 1595, 724, 1610)
left-page-line (5, 1682, 50, 1697)
column-2 (426, 144, 750, 2425)
left-page-line: hier (5, 2122, 26, 2134)
left-page-line: 1917 (5, 746, 32, 758)
left-page-line (5, 1984, 50, 1999)
left-page-line (5, 1636, 50, 1651)
left-page-line: inlö (5, 2197, 25, 2209)
page-edge (1442, 0, 1477, 2204)
left-page-line: stheh (5, 1048, 35, 1060)
left-page-line: be (5, 2228, 18, 2240)
left-page-line: pe ih (5, 730, 32, 743)
article-paragraph: Bern, 6. Dezbr. (W. B.) Meldung der Agence Havas. In der Morgenröte von Gibraltar ließ der portugiesische Dampfer „Fibrahoque“ mit dem italienischen Dampfer „Amelia Campisi“ zusammen, der sank. Der Kapitän, der Zweite Offizier und elf Matrosen ertranken. Beide Dampfer sollen von einem Tauchboot verfolgt worden sein. Zwei Mann der Besatzung wurden gerettet, drei verwundet, 26 Leichen in Booten in Palamos. (85, 484, 398, 594)
left-page-line: wol (5, 2152, 23, 2164)
article-paragraph: Die Einnahme von Bukarest, die Nachricht von dem Fall der rumänischen Hauptstadt, wurde gestern abend in Frankfurt bekannt. In kurzer Zeit war die Stadt reich beflaggt. Die Menschen strömten zusammen und besprachen mit Freude die neuen Erfolge unserer Truppen. Die Glocken läuteten am Abend. Auf allen Plätzen und in den Straßen herrschte lebhafte Bewegung. Vor dem Römer versammelten sich viele Menschen, die die Wacht am Rhein und das Deutschlandlied sangen. (1108, 1716, 1432, 1843)
article-paragraph: Donnerstag 12 Uhr: Kleinere Vorlagen, Einkommensteuernovelle. (767, 1054, 1080, 1084)
left-page-line: ihr. (5, 247, 23, 259)
article-paragraph: ✕ Basel, 6. Dezbr. (Priv.-Tel.) Der „Temps“ erzählt in dem Angriff deutscher Tauchboote auf Funchal den Beginn einer neuen Ära des Tauchbootkrieges. Zum ersten Male haben Tauchboote gegen Häfen mit schweren Geschützen operiert. Daraus erwachse für die Entente die dringende Notwendigkeit, ebenfalls Vorkehrungen zu treffen zur Abwehr dieser neuen Waffe des Seekriegs. (85, 299, 398, 410)
headline-rule (853, 1149, 993, 1151)
left-page-line: Brut (5, 1381, 29, 1393)
masthead-date: Donnerstag, 7. Dezember 1916 (80, 113, 406, 135)
left-page-line (5, 880, 50, 895)
left-page-line: pi die (5, 1078, 35, 1090)
article-paragraph: N Berlin, 6. Dezbr. (Priv.-Tel.) Die Lösung der englischen Kabinettskrise wird ohne Rücksicht von Asquith erreicht in der „Kreuzzeitung“ ein Schreiben nach englischen Verhältnissen und zwar nach der parlamentarischen System, denn man bei diesen Wahlen, das möglich die Minister benutzen die parlamentarische Verfassung, entspringt auch die freie Kritik an den Ministern. Die Anschauung unserer Konservativen über das Recht zur Kritik an den Ministern seiner Majestät des Königs von Preußen waren bekanntlich bis vor dem Kriege anders und wurden dafür wieder einmal kein Verkünder angeschreiben die „Kreuzzeitung“. (1108, 689, 1432, 848)
article-paragraph: Abg. Dr. Rewoldt (Fr. Kons.) verteidigt die Landwirtschaft. Die Erzeugung der Schweine ist durch Abschlachtungen im Vorjahre um 9 Millionen gesunken. Die Preise sind nach den Höchstpreisen zu bemessen. Die Lage der Gemüsepreise, die Verteilung der Kartoffeln ist schwer. Die Landwirtschaft wird durch Produktion mit hohen Preisen auch zu Kosten und Einbußen auf diesem Gebiete gezwungen. Wir müssen ein wirtschaftliches Zusammengehen von Stadt und Land herbeiführen und der gesamten Bevölkerung verständlich machen, was sie der Landwirtschaft verdankt. (426, 1292, 739, 1451)
inline-subhead: großen, glänzenden Waffenerfolge (457, 2111, 707, 2127)
left-page-line: Artike (5, 685, 38, 697)
